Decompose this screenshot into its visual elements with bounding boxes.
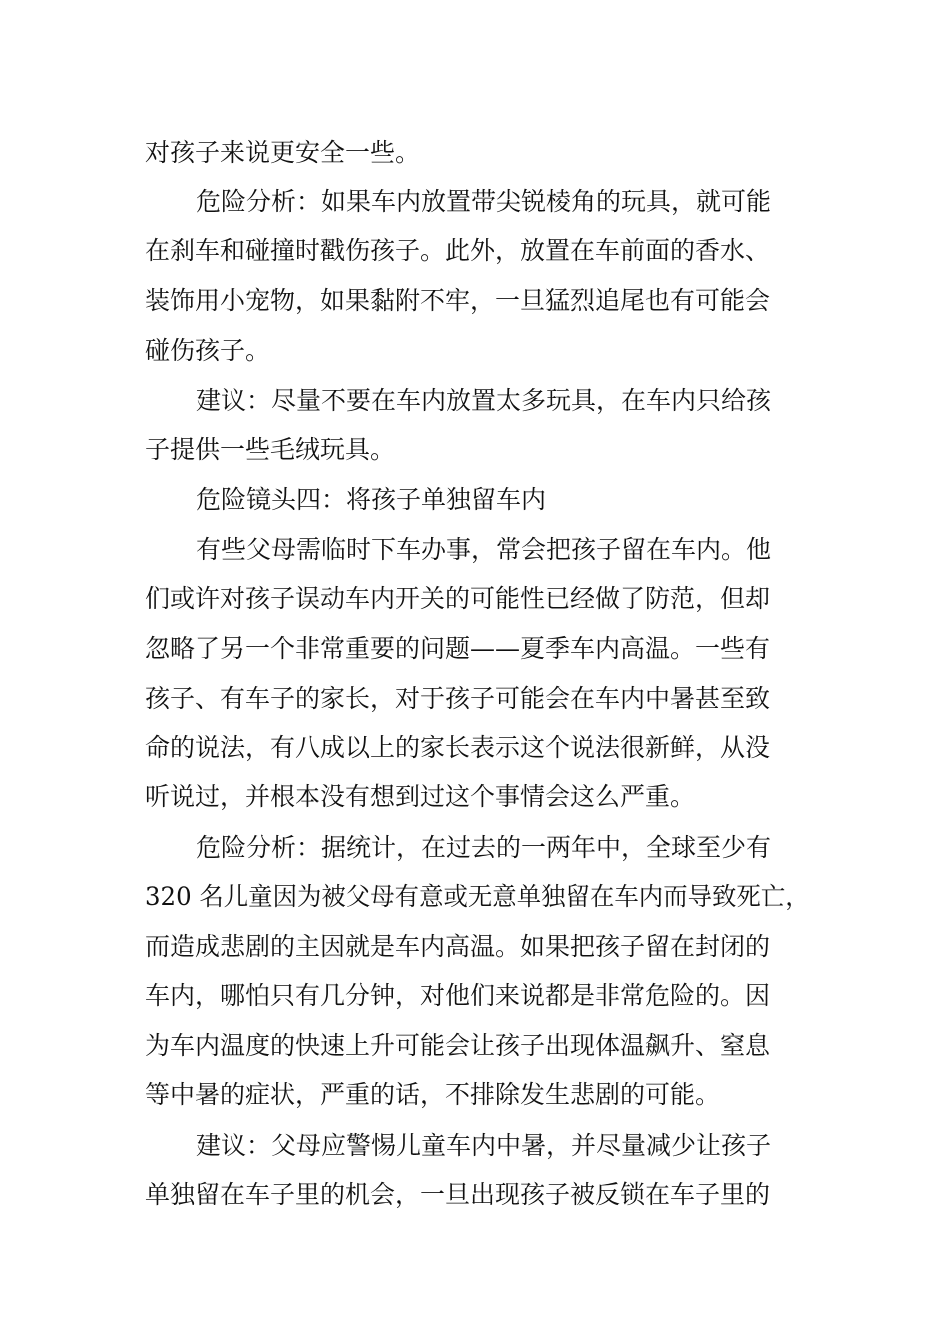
text-line: 为车内温度的快速上升可能会让孩子出现体温飙升、窒息 xyxy=(145,1031,771,1060)
section-heading: 危险镜头四：将孩子单独留车内 xyxy=(196,485,547,514)
text-line: 建议：父母应警惕儿童车内中暑，并尽量减少让孩子 xyxy=(196,1131,772,1160)
text-line: 车内，哪怕只有几分钟，对他们来说都是非常危险的。因 xyxy=(145,981,771,1010)
text-line: 命的说法，有八成以上的家长表示这个说法很新鲜，从没 xyxy=(145,733,771,762)
text-line: 320 名儿童因为被父母有意或无意单独留在车内而导致死亡， xyxy=(145,882,810,911)
text-line: 孩子、有车子的家长，对于孩子可能会在车内中暑甚至致 xyxy=(145,684,771,713)
text-line: 等中暑的症状，严重的话，不排除发生悲剧的可能。 xyxy=(145,1080,721,1109)
text-line: 而造成悲剧的主因就是车内高温。如果把孩子留在封闭的 xyxy=(145,932,771,961)
text-line: 们或许对孩子误动车内开关的可能性已经做了防范，但却 xyxy=(145,584,771,613)
text-line: 在刹车和碰撞时戳伤孩子。此外，放置在车前面的香水、 xyxy=(145,236,771,265)
text-line: 危险分析：如果车内放置带尖锐棱角的玩具，就可能 xyxy=(196,187,772,216)
text-line: 子提供一些毛绒玩具。 xyxy=(145,435,396,464)
text-line: 危险分析：据统计，在过去的一两年中，全球至少有 xyxy=(196,833,772,862)
text-line: 装饰用小宠物，如果黏附不牢，一旦猛烈追尾也有可能会 xyxy=(145,286,771,315)
text-line: 碰伤孩子。 xyxy=(145,336,271,365)
text-line: 听说过，并根本没有想到过这个事情会这么严重。 xyxy=(145,782,696,811)
text-line: 单独留在车子里的机会，一旦出现孩子被反锁在车子里的 xyxy=(145,1180,771,1209)
text-line: 有些父母需临时下车办事，常会把孩子留在车内。他 xyxy=(196,535,772,564)
text-line: 对孩子来说更安全一些。 xyxy=(145,138,421,167)
text-line: 忽略了另一个非常重要的问题——夏季车内高温。一些有 xyxy=(145,634,771,663)
text-line: 建议：尽量不要在车内放置太多玩具，在车内只给孩 xyxy=(196,386,772,415)
